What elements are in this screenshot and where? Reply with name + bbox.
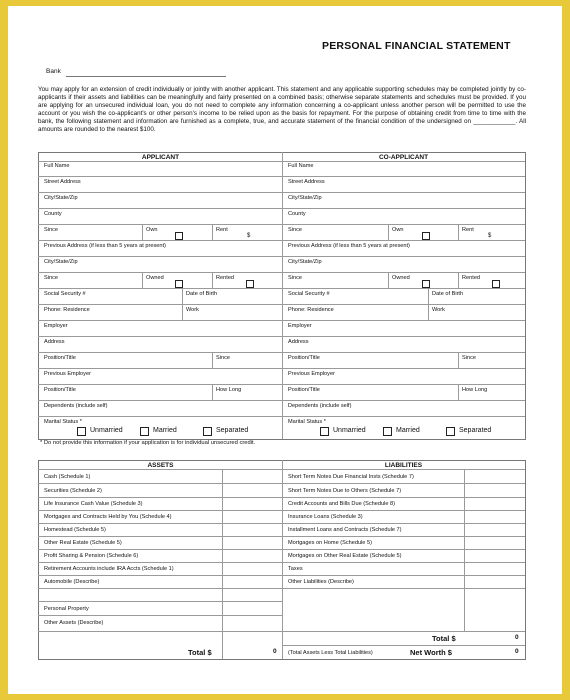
assets-total-value: 0: [273, 648, 277, 655]
liabilities-header: LIABILITIES: [384, 462, 423, 469]
applicant-dependents-label: Dependents (include self): [44, 403, 108, 409]
liabilities-total-value: 0: [515, 634, 519, 641]
coapplicant-own-label: Own: [392, 227, 404, 233]
liability-row-label: Other Liabilities (Describe): [288, 579, 354, 585]
coapplicant-employer-label: Employer: [288, 323, 312, 329]
cell-divider: [428, 288, 429, 304]
coapplicant-dob-label: Date of Birth: [432, 291, 464, 297]
row-rule: [38, 588, 525, 589]
liability-row-label: Short Term Notes Due to Others (Schedule 7): [288, 488, 402, 494]
coapplicant-unmarried-label: Unmarried: [333, 427, 366, 434]
applicant-unmarried-checkbox[interactable]: [77, 427, 86, 436]
row-rule: [283, 645, 525, 646]
asset-row-label: Life Insurance Cash Value (Schedule 3): [44, 501, 143, 507]
cell-divider: [182, 304, 183, 320]
coapplicant-city2-label: City/State/Zip: [288, 259, 322, 265]
applicant-position-label: Position/Title: [44, 355, 76, 361]
cell-divider: [458, 272, 459, 288]
row-rule: [38, 469, 525, 470]
applicant-employer-label: Employer: [44, 323, 68, 329]
coapplicant-position-label: Position/Title: [288, 355, 320, 361]
cell-divider: [388, 272, 389, 288]
row-rule: [38, 497, 525, 498]
coapplicant-unmarried-checkbox[interactable]: [320, 427, 329, 436]
row-rule: [38, 416, 525, 417]
row-rule: [38, 510, 525, 511]
coapplicant-ssn-label: Social Security #: [288, 291, 330, 297]
coapplicant-how-long-label: How Long: [462, 387, 488, 393]
liability-row-label: Taxes: [288, 566, 303, 572]
applicant-married-checkbox[interactable]: [140, 427, 149, 436]
applicant-since2-label: Since: [44, 275, 58, 281]
applicant-address-label: Address: [44, 339, 65, 345]
assets-header: ASSETS: [147, 462, 174, 469]
coapplicant-owned-checkbox[interactable]: [422, 280, 430, 288]
liabilities-total-label: Total $: [432, 634, 456, 643]
coapplicant-header: CO-APPLICANT: [378, 154, 429, 161]
applicant-dob-label: Date of Birth: [186, 291, 218, 297]
applicant-street-label: Street Address: [44, 179, 81, 185]
applicant-how-long-label: How Long: [216, 387, 242, 393]
coapplicant-rent-label: Rent: [462, 227, 474, 233]
applicant-married-label: Married: [153, 427, 177, 434]
coapplicant-since3-label: Since: [462, 355, 476, 361]
liability-row-label: Short Term Notes Due Financial Insts (Schedule 7): [288, 474, 414, 480]
row-rule: [38, 304, 525, 305]
row-rule: [38, 240, 525, 241]
net-worth-note: (Total Assets Less Total Liabilities): [288, 650, 373, 656]
row-rule: [38, 536, 525, 537]
coapplicant-own-checkbox[interactable]: [422, 232, 430, 240]
cell-divider: [212, 352, 213, 368]
cell-divider: [142, 224, 143, 240]
row-rule: [38, 631, 525, 632]
coapplicant-separated-checkbox[interactable]: [446, 427, 455, 436]
section-divider: [282, 460, 283, 659]
row-rule: [38, 483, 525, 484]
applicant-rented-checkbox[interactable]: [246, 280, 254, 288]
applicant-since-label: Since: [44, 227, 58, 233]
row-rule: [38, 272, 525, 273]
coapplicant-street-label: Street Address: [288, 179, 325, 185]
applicant-city-label: City/State/Zip: [44, 195, 78, 201]
coapplicant-owned-label: Owned: [392, 275, 410, 281]
coapplicant-dependents-label: Dependents (include self): [288, 403, 352, 409]
asset-row-label: Homestead (Schedule 5): [44, 527, 106, 533]
asset-row-label: Securities (Schedule 2): [44, 488, 102, 494]
row-rule: [38, 224, 525, 225]
coapplicant-since2-label: Since: [288, 275, 302, 281]
cell-divider: [428, 304, 429, 320]
liability-row-label: Insurance Loans (Schedule 3): [288, 514, 363, 520]
bank-label: Bank: [46, 68, 61, 75]
applicant-prev-address-label: Previous Address (if less than 5 years at present): [44, 243, 166, 249]
asset-row-label: Other Assets (Describe): [44, 620, 104, 626]
coapplicant-since-label: Since: [288, 227, 302, 233]
row-rule: [38, 256, 525, 257]
applicant-county-label: County: [44, 211, 62, 217]
row-rule: [38, 549, 525, 550]
cell-divider: [458, 224, 459, 240]
applicant-position2-label: Position/Title: [44, 387, 76, 393]
asset-row-label: Automobile (Describe): [44, 579, 100, 585]
row-rule: [38, 336, 525, 337]
net-worth-value: 0: [515, 648, 519, 655]
row-rule: [38, 384, 525, 385]
coapplicant-married-checkbox[interactable]: [383, 427, 392, 436]
cell-divider: [458, 384, 459, 400]
row-rule: [38, 288, 525, 289]
coapplicant-prev-employer-label: Previous Employer: [288, 371, 335, 377]
row-rule: [38, 192, 525, 193]
liability-row-label: Installment Loans and Contracts (Schedule 7): [288, 527, 402, 533]
bank-field[interactable]: [66, 76, 226, 77]
coapplicant-rented-checkbox[interactable]: [492, 280, 500, 288]
row-rule: [38, 368, 525, 369]
asset-row-label: Other Real Estate (Schedule 5): [44, 540, 122, 546]
cell-divider: [458, 352, 459, 368]
section-divider: [282, 152, 283, 439]
coapplicant-marital-label: Marital Status *: [288, 419, 326, 425]
row-rule: [38, 208, 525, 209]
applicant-own-label: Own: [146, 227, 158, 233]
coapplicant-prev-address-label: Previous Address (if less than 5 years at present): [288, 243, 410, 249]
coapplicant-separated-label: Separated: [459, 427, 492, 434]
row-rule: [38, 575, 525, 576]
applicant-own-checkbox[interactable]: [175, 232, 183, 240]
liability-row-label: Credit Accounts and Bills Due (Schedule 8): [288, 501, 395, 507]
applicant-city2-label: City/State/Zip: [44, 259, 78, 265]
applicant-phone-label: Phone: Residence: [44, 307, 90, 313]
cell-divider: [142, 272, 143, 288]
applicant-separated-label: Separated: [216, 427, 249, 434]
applicant-prev-employer-label: Previous Employer: [44, 371, 91, 377]
row-rule: [38, 562, 525, 563]
coapplicant-work-label: Work: [432, 307, 445, 313]
cell-divider: [212, 272, 213, 288]
applicant-rent-dollar: $: [247, 233, 251, 239]
cell-divider: [388, 224, 389, 240]
net-worth-label: Net Worth $: [410, 648, 452, 657]
asset-row-label: Profit Sharing & Pension (Schedule 6): [44, 553, 139, 559]
cell-divider: [212, 224, 213, 240]
applicant-full-name-label: Full Name: [44, 163, 70, 169]
applicant-rent-label: Rent: [216, 227, 228, 233]
assets-total-label: Total $: [188, 648, 212, 657]
applicant-rented-label: Rented: [216, 275, 235, 281]
coapplicant-position2-label: Position/Title: [288, 387, 320, 393]
row-rule: [38, 161, 525, 162]
coapplicant-county-label: County: [288, 211, 306, 217]
applicant-separated-checkbox[interactable]: [203, 427, 212, 436]
asset-row-label: Cash (Schedule 1): [44, 474, 91, 480]
liability-row-label: Mortgages on Home (Schedule 5): [288, 540, 372, 546]
row-rule: [38, 400, 525, 401]
applicant-unmarried-label: Unmarried: [90, 427, 123, 434]
asset-row-label: Mortgages and Contracts Held by You (Schedule 4): [44, 514, 172, 520]
row-rule: [38, 601, 283, 602]
coapplicant-rented-label: Rented: [462, 275, 481, 281]
intro-paragraph: You may apply for an extension of credit individually or jointly with another applicant. This statement and any applicable supporting schedules may be completed jointly by co-applicants if their assets and liabilities can be meaningfully and fairly presented on a combined basis; otherwise separate statements and schedules must be provided. If you are applying for an unsecured individual loan, you do not need to complete any information concerning a co-applicant unless another person will be permitted to use the account or you wish the co-applicant's or other person's income to be relied upon as the basis for repayment. For the purpose of obtaining credit from time to time with the bank, the following statement and information are furnished as a complete, true, and accurate statement of the financial condition of the undersigned on ____________. All amounts are rounded to the nearest $100.: [38, 86, 526, 134]
form-title: PERSONAL FINANCIAL STATEMENT: [322, 40, 511, 52]
applicant-ssn-label: Social Security #: [44, 291, 86, 297]
cell-divider: [182, 288, 183, 304]
row-rule: [38, 352, 525, 353]
asset-row-label: Personal Property: [44, 606, 89, 612]
applicant-header: APPLICANT: [141, 154, 180, 161]
applicant-owned-label: Owned: [146, 275, 164, 281]
applicant-since3-label: Since: [216, 355, 230, 361]
coapplicant-phone-label: Phone: Residence: [288, 307, 334, 313]
coapplicant-rent-dollar: $: [488, 233, 492, 239]
applicant-work-label: Work: [186, 307, 199, 313]
row-rule: [38, 320, 525, 321]
row-rule: [38, 523, 525, 524]
liabilities-amount-column: [464, 469, 465, 632]
disclaimer-note: * Do not provide this information if your application is for individual unsecured credit.: [40, 440, 256, 446]
applicant-owned-checkbox[interactable]: [175, 280, 183, 288]
row-rule: [38, 176, 525, 177]
coapplicant-address-label: Address: [288, 339, 309, 345]
applicant-marital-label: Marital Status *: [44, 419, 82, 425]
asset-row-label: Retirement Accounts include IRA Accts (Schedule 1): [44, 566, 174, 572]
coapplicant-married-label: Married: [396, 427, 420, 434]
coapplicant-full-name-label: Full Name: [288, 163, 314, 169]
coapplicant-city-label: City/State/Zip: [288, 195, 322, 201]
row-rule: [38, 615, 283, 616]
cell-divider: [212, 384, 213, 400]
liability-row-label: Mortgages on Other Real Estate (Schedule 5): [288, 553, 402, 559]
